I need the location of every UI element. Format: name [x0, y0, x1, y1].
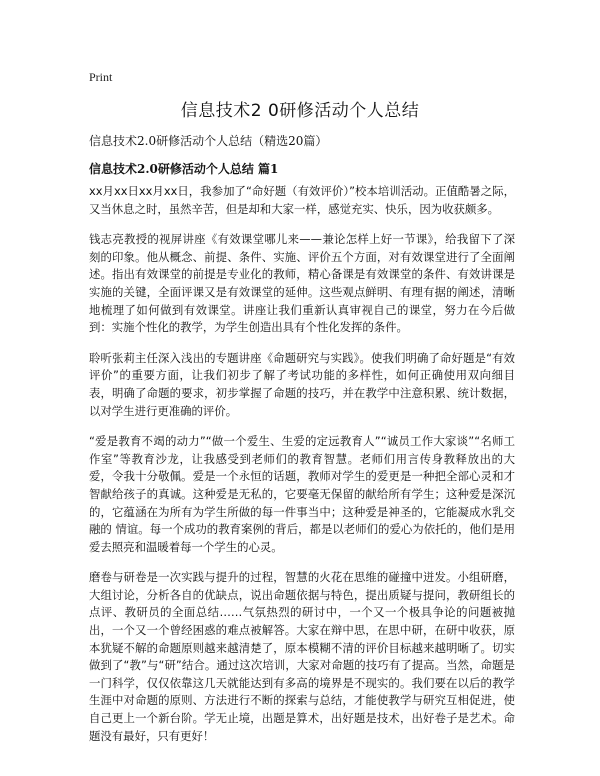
document-subtitle: 信息技术2.0研修活动个人总结（精选20篇）	[89, 134, 328, 148]
paragraph-exam-review: 磨卷与研卷是一次实践与提升的过程，智慧的火花在思维的碰撞中迸发。小组研磨，大组讨论，分析各自的优缺点，说出命题依据与特色，提出质疑与提问，教研组长的点评、教研员的全面总结……气氛热烈的研讨中，一个又一个极具争论的问题被抛出，一个又一个曾经困惑的难点被解答。大家在辩中思，在思中研，在研中收获，原本犹疑不解的命题原则越来越清楚了，原本模糊不清的评价目标越来越明晰了。切实做到了“教”与“研”结合。通过这次培训，大家对命题的技巧有了提高。当然，命题是一门科学，仅仅依靠这几天就能达到有多高的境界是不现实的。我们要在以后的教学生涯中对命题的原则、方法进行不断的探索与总结，才能使教学与研究互相促进，使自己更上一个新台阶。学无止境，出题是算术，出好题是技术，出好卷子是艺术。命题没有最好，只有更好！	[89, 570, 515, 743]
document-body	[89, 183, 515, 758]
print-label: Print	[89, 70, 113, 84]
paragraph-intro: xx月xx日xx月xx日，我参加了“命好题（有效评价）”校本培训活动。正值酷暑之际，又当休息之时，虽然辛苦，但是却和大家一样，感觉充实、快乐，因为收获颇多。	[89, 184, 515, 216]
paragraph-education-salon: “爱是教育不竭的动力”“做一个爱生、生爱的定远教育人”“诚员工作大家谈”“名师工作室”等教育沙龙，让我感受到老师们的教育智慧。老师们用言传身教释放出的大爱，令我十分敬佩。爱是一个永恒的话题，教师对学生的爱更是一种把全部心灵和才智献给孩子的真诚。这种爱是无私的，它要毫无保留的献给所有学生；这种爱是深沉的，它蕴涵在为所有为学生所做的每一件事当中；这种爱是神圣的，它能凝成水乳交融的 情谊。每一个成功的教育案例的背后，都是以老师们的爱心为依托的，他们是用爱去照亮和温暖着每一个学生的心灵。	[89, 434, 515, 554]
section-heading: 信息技术2.0研修活动个人总结 篇1	[89, 162, 279, 176]
paragraph-lecture-zhang: 聆听张莉主任深入浅出的专题讲座《命题研究与实践》。使我们明确了命好题是“有效评价”的重要方面，让我们初步了解了考试功能的多样性，如何正确使用双向细目表，明确了命题的要求，初步掌握了命题的技巧，并在教学中注意积累、统计数据，以对学生进行更准确的评价。	[89, 350, 515, 418]
document-title: 信息技术2 0研修活动个人总结	[180, 101, 420, 121]
paragraph-lecture-qian: 钱志亮教授的视屏讲座《有效课堂哪儿来——兼论怎样上好一节课》，给我留下了深刻的印象。他从概念、前提、条件、实施、评价五个方面，对有效课堂进行了全面阐述。指出有效课堂的前提是专业化的教师，精心备课是有效课堂的条件、有效讲课是实施的关键，全面评课又是有效课堂的延伸。这些观点鲜明、有理有据的阐述，清晰地梳理了如何做到有效课堂。讲座让我们重新认真审视自己的课堂，努力在今后做到：实施个性化的教学，为学生创造出具有个性化发挥的条件。	[89, 232, 515, 335]
